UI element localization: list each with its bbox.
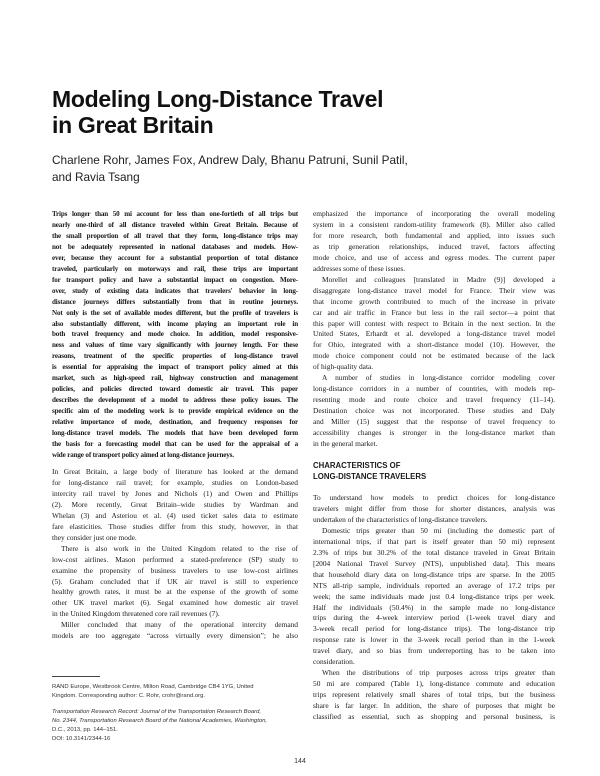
text-line: system in a consistent random-utility framework (8). Miller also called bbox=[313, 219, 555, 229]
text-line: they consider just one mode. bbox=[52, 532, 137, 542]
citation-line: Transportation Research Record: Journal of the Transportation Research Board, bbox=[52, 708, 262, 715]
text-line: long-distance corridors in a number of countries, with models rep- bbox=[313, 384, 555, 394]
section-heading-line: LONG-DISTANCE TRAVELERS bbox=[313, 472, 427, 481]
body-text-left bbox=[52, 467, 298, 642]
abstract bbox=[52, 209, 298, 461]
text-line: other UK travel market (6). Segal examined how domestic air travel bbox=[52, 598, 298, 608]
text-line: Half the individuals (50.4%) in the sample made no long-distance bbox=[313, 602, 555, 612]
text-line: travel diary, and so bias from underreporting has to be taken into bbox=[313, 646, 555, 656]
text-line: accessibility changes is stronger in the long-distance market than bbox=[313, 428, 555, 438]
abstract-line: distance journeys differs substantially from that in routine journeys. bbox=[52, 297, 298, 306]
abstract-line: is essential for appraising the impact of transport policy aimed at this bbox=[52, 363, 298, 372]
abstract-line: ever, because they account for a substantial proportion of total distance bbox=[52, 253, 298, 262]
text-line: international trips, if that part is itself greater than 50 mi) represent bbox=[313, 536, 555, 546]
text-line: Domestic trips greater than 50 mi (including the domestic part of bbox=[322, 525, 555, 535]
text-line: 2.3% of trips but 30.2% of the total distance traveled in Great Britain bbox=[313, 547, 555, 557]
abstract-line: nearly one-third of all distance traveled within Great Britain. Because of bbox=[52, 220, 298, 229]
text-line: Destination choice was not incorporated. These studies and Daly bbox=[313, 406, 555, 416]
text-line: consideration. bbox=[313, 657, 355, 667]
text-line: 3-week recall period for long-distance trips). The long-distance trip bbox=[313, 624, 555, 634]
text-line: resenting mode and route choice and travel frequency (11–14). bbox=[313, 395, 555, 405]
abstract-line: ness and values of time vary significantly with journey length. For these bbox=[52, 341, 298, 350]
text-line: 50 mi are compared (Table 1), long-distance commute and education bbox=[313, 679, 555, 689]
citation-line: DOI: 10.3141/2344-16 bbox=[52, 735, 111, 742]
text-line: in the general market. bbox=[313, 439, 378, 449]
text-line: Whelan (3) and Asteriou et al. (4) used ticket sales data to estimate bbox=[52, 510, 298, 520]
text-line: for Ohio, integrated with a short-distance model (10). However, the bbox=[313, 340, 555, 350]
text-line: that income growth contributed to much of the increase in private bbox=[313, 296, 555, 306]
text-line: travelers might differ from those for shorter distances, analysis was bbox=[313, 503, 555, 513]
text-line: trips represent relatively small shares of total trips, but the business bbox=[313, 690, 555, 700]
abstract-line: specific aim of the modeling work is to provide empirical evidence on the bbox=[52, 407, 298, 416]
title-line: Modeling Long-Distance Travel bbox=[52, 86, 384, 112]
abstract-line: Not only is the set of available modes different, but the profile of travelers is bbox=[52, 308, 298, 317]
citation-line: No. 2344, Transportation Research Board of the National Academies, Washington, bbox=[52, 717, 268, 724]
author-line: Charlene Rohr, James Fox, Andrew Daly, Bhanu Patruni, Sunil Patil, bbox=[52, 153, 408, 167]
text-line: (2). More recently, Great Britain–wide studies by Wardman and bbox=[52, 499, 298, 509]
body-text-right-top bbox=[313, 209, 555, 450]
abstract-line: market, such as high-speed rail, highway construction and management bbox=[52, 374, 298, 383]
paper-title bbox=[52, 86, 472, 138]
text-line: A number of studies in long-distance corridor modeling cover bbox=[322, 373, 555, 383]
text-line: disaggregate long-distance travel model for France. Their view was bbox=[313, 285, 555, 295]
citation-line: D.C., 2013, pp. 144–151. bbox=[52, 726, 118, 733]
page-number: 144 bbox=[294, 758, 306, 765]
text-line: mode choice component could not be estimated because of the lack bbox=[313, 351, 555, 361]
text-line: When the distributions of trip purposes across trips greater than bbox=[322, 668, 555, 678]
text-line: United States, Erhardt et al. developed a long-distance travel model bbox=[313, 329, 555, 339]
abstract-line: Trips longer than 50 mi account for less than one-fortieth of all trips but bbox=[52, 210, 298, 218]
text-line: addresses some of these issues. bbox=[313, 263, 406, 273]
abstract-line: wide range of transport policy aimed at long-distance journeys. bbox=[52, 450, 234, 459]
text-line: for long-distance rail travel; for example, studies on London-based bbox=[52, 477, 298, 487]
author-list bbox=[52, 152, 552, 186]
text-line: trips during the 4-week interview period (1-week travel diary and bbox=[313, 613, 555, 623]
footnote-rule bbox=[52, 676, 100, 677]
abstract-line: also substantially different, with income playing an important role in bbox=[52, 319, 298, 328]
title-line: in Great Britain bbox=[52, 112, 214, 138]
text-line: [2004 National Travel Survey (NTS), unpublished data]. This means bbox=[313, 558, 555, 568]
abstract-line: policies, and policies directed toward domestic air travel. This paper bbox=[52, 385, 298, 394]
text-line: fare elasticities. Those studies differ from this study, however, in that bbox=[52, 521, 298, 531]
text-line: week; the same individuals made just 0.4 long-distance trips per week. bbox=[313, 591, 555, 601]
text-line: To understand how models to predict choices for long-distance bbox=[313, 493, 555, 502]
text-line: undertaken of the characteristics of long-distance travelers. bbox=[313, 514, 488, 524]
abstract-line: the small proportion of all travel that they form, long-distance trips may bbox=[52, 231, 298, 240]
text-line: as trip generation relationships, induced travel, factors affecting bbox=[313, 241, 555, 251]
footnote-block bbox=[52, 683, 298, 743]
affiliation-line: Kingdom. Corresponding author: C. Rohr, crohr@rand.org. bbox=[52, 692, 205, 699]
text-line: response rate is lower in the 3-week recall period than in the 1-week bbox=[313, 635, 555, 645]
text-line: In Great Britain, a large body of literature has looked at the demand bbox=[52, 467, 298, 476]
text-line: and Miller (15) suggest that the response of travel frequency to bbox=[313, 417, 555, 427]
text-line: for more research, both fundamental and applied, into issues such bbox=[313, 230, 555, 240]
abstract-line: both travel frequency and mode choice. In addition, model responsive- bbox=[52, 330, 298, 339]
text-line: this paper will contest with respect to Britain in the next section. In the bbox=[313, 318, 555, 328]
text-line: of high-quality data. bbox=[313, 362, 374, 372]
spacer bbox=[52, 701, 298, 708]
section-heading bbox=[313, 460, 555, 482]
abstract-line: describes the development of a model to address these policy issues. The bbox=[52, 396, 298, 405]
text-line: intercity rail travel by Jones and Nichols (1) and Owen and Phillips bbox=[52, 488, 298, 498]
abstract-line: the basis for a forecasting model that can be used for the appraisal of a bbox=[52, 440, 298, 449]
text-line: emphasized the importance of incorporating the overall modeling bbox=[313, 209, 555, 218]
abstract-line: reasons, treatment of the specific properties of long-distance travel bbox=[52, 352, 298, 361]
abstract-line: relative importance of mode, destination, and frequency responses for bbox=[52, 418, 298, 427]
text-line: healthy growth rates, it must be at the expense of the growth of some bbox=[52, 587, 298, 597]
body-text-right-bottom bbox=[313, 493, 555, 723]
text-line: in the United Kingdom threatened core rail revenues (7). bbox=[52, 609, 220, 619]
text-line: that household diary data on long-distance trips are sparse. In the 2005 bbox=[313, 569, 555, 579]
text-line: share is far larger. In addition, the share of purposes that might be bbox=[313, 701, 555, 711]
text-line: low-cost airlines. Mason performed a stated-preference (SP) study to bbox=[52, 554, 298, 564]
abstract-line: over, study of existing data indicates that travelers' behavior in long- bbox=[52, 286, 298, 295]
abstract-line: traveled, particularly on motorways and rail, these trips are important bbox=[52, 264, 298, 273]
text-line: NTS all-trip sample, individuals reported an average of 17.2 trips per bbox=[313, 580, 555, 590]
text-line: (5). Graham concluded that if UK air travel is still to experience bbox=[52, 576, 298, 586]
author-line: and Ravia Tsang bbox=[52, 170, 140, 184]
text-line: classified as essential, such as shopping and personal business, is bbox=[313, 712, 555, 722]
abstract-line: for transport policy and have a substantial impact on congestion. More- bbox=[52, 275, 298, 284]
text-line: mode choice, and use of access and egress modes. The current paper bbox=[313, 252, 555, 262]
section-heading-line: CHARACTERISTICS OF bbox=[313, 461, 401, 470]
abstract-line: long-distance travel models. The models that have been developed form bbox=[52, 429, 298, 438]
text-line: Miller concluded that many of the operational intercity demand bbox=[61, 620, 298, 630]
text-line: models are too aggregate “across virtually every dimension”; he also bbox=[52, 631, 298, 641]
text-line: Morellet and colleagues [translated in Madre (9)] developed a bbox=[322, 274, 555, 284]
abstract-line: not be adequately represented in national databases and models. How- bbox=[52, 242, 298, 251]
text-line: examine the propensity of business travelers to use low-cost airlines bbox=[52, 565, 298, 575]
text-line: There is also work in the United Kingdom related to the rise of bbox=[61, 543, 298, 553]
affiliation-line: RAND Europe, Westbrook Centre, Milton Road, Cambridge CB4 1YG, United bbox=[52, 684, 254, 690]
text-line: car and air traffic in France but less in the rail sector—a point that bbox=[313, 307, 555, 317]
